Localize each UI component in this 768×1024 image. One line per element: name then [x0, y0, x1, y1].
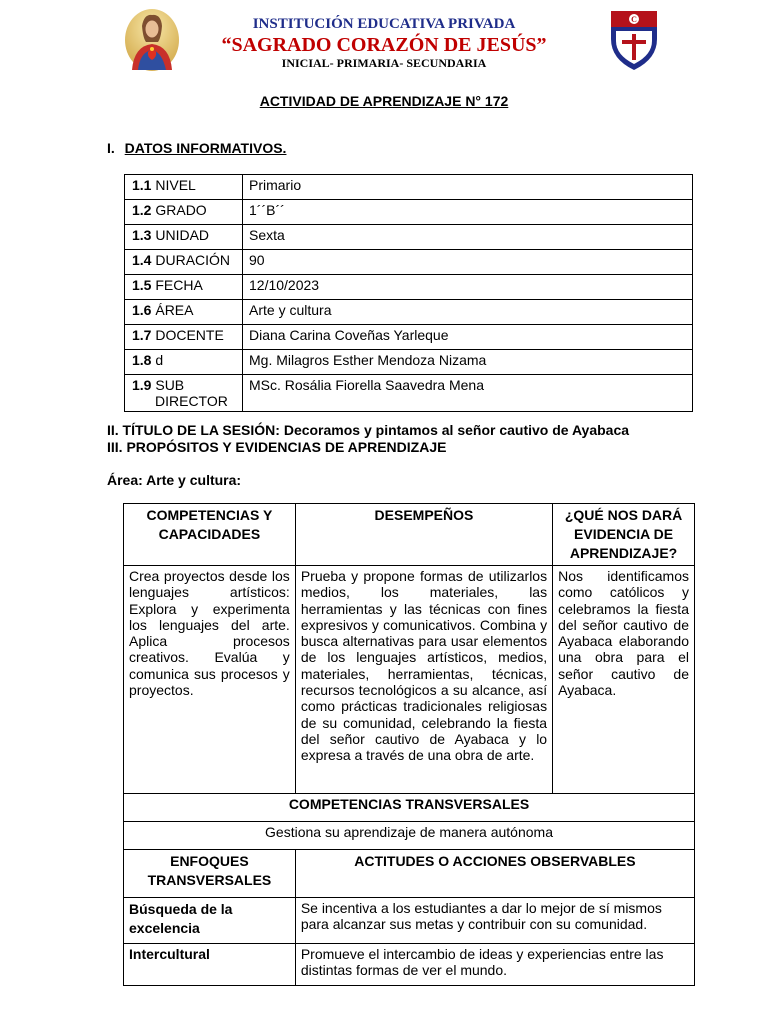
section-1-label: DATOS INFORMATIVOS.: [124, 140, 287, 156]
info-value: 12/10/2023: [243, 275, 693, 300]
info-number: 1.9: [132, 377, 152, 393]
info-value: 1´´B´´: [243, 200, 693, 225]
info-row: [125, 275, 693, 300]
info-key: [125, 225, 243, 250]
info-number: 1.4: [132, 252, 152, 268]
section-1-heading: [107, 140, 286, 156]
info-row: [125, 200, 693, 225]
header-evidencia: ¿QUÉ NOS DARÁ EVIDENCIA DE APRENDIZAJE?: [553, 504, 695, 566]
info-number: 1.2: [132, 202, 152, 218]
info-key-label: ÁREA: [155, 302, 194, 318]
info-value: Sexta: [243, 225, 693, 250]
info-key-label: UNIDAD: [155, 227, 210, 243]
info-row: [125, 250, 693, 275]
enfoque-name: Búsqueda de la excelencia: [124, 898, 296, 944]
crest-letter: C: [631, 15, 637, 24]
info-row: [125, 225, 693, 250]
section-1-number: I.: [107, 140, 115, 156]
enfoque-description: Promueve el intercambio de ideas y experiencias entre las distintas formas de ver el mundo.: [295, 944, 694, 986]
transversales-title: COMPETENCIAS TRANSVERSALES: [124, 794, 695, 822]
info-row: [125, 325, 693, 350]
info-key-label: SUB: [155, 377, 185, 393]
info-key: [125, 300, 243, 325]
school-name: “SAGRADO CORAZÓN DE JESÚS”: [221, 34, 547, 56]
school-type: INSTITUCIÓN EDUCATIVA PRIVADA: [252, 16, 516, 32]
info-value: Arte y cultura: [243, 300, 693, 325]
info-key-label-line2: DIRECTOR: [155, 393, 228, 409]
info-key-label: DOCENTE: [155, 327, 224, 343]
info-row: [125, 175, 693, 200]
info-key: [125, 325, 243, 350]
header-actitudes: ACTITUDES O ACCIONES OBSERVABLES: [295, 850, 694, 898]
info-number: 1.7: [132, 327, 152, 343]
info-number: 1.1: [132, 177, 152, 193]
info-number: 1.3: [132, 227, 152, 243]
info-row: [125, 300, 693, 325]
info-key: [125, 175, 243, 200]
info-row: [125, 375, 693, 412]
info-number: 1.5: [132, 277, 152, 293]
school-levels: INICIAL- PRIMARIA- SECUNDARIA: [281, 56, 487, 70]
info-key: [125, 200, 243, 225]
desempenos-cell: Prueba y propone formas de utilizarlos medios, los materiales, las herramientas y las técnicas con fines expresivos y comunicativos. Combina y busca alternativas para usar elementos de los lenguajes artísticos, medios, materiales, herramientas, técnicas, recursos tecnológicos a su alcance, así como prácticas tradicionales religiosas de su comunidad, celebrando la fiesta del señor cautivo de Ayabaca y lo expresa a través de una obra de arte.: [295, 566, 552, 794]
info-value: 90: [243, 250, 693, 275]
section-2-label: II. TÍTULO DE LA SESIÓN:: [107, 422, 280, 438]
info-key: [125, 375, 243, 412]
info-key-label: GRADO: [155, 202, 207, 218]
info-key-label: FECHA: [155, 277, 203, 293]
session-title: Decoramos y pintamos al señor cautivo de Ayabaca: [279, 422, 630, 438]
activity-title: ACTIVIDAD DE APRENDIZAJE N° 172: [259, 93, 509, 109]
section-3-heading: III. PROPÓSITOS Y EVIDENCIAS DE APRENDIZAJE: [107, 439, 447, 455]
info-row: [125, 350, 693, 375]
enfoque-name: Intercultural: [124, 944, 296, 986]
info-value: Mg. Milagros Esther Mendoza Nizama: [243, 350, 693, 375]
enfoque-description: Se incentiva a los estudiantes a dar lo mejor de sí mismos para alcanzar sus metas y contribuir con su comunidad.: [295, 898, 694, 944]
header-enfoques: ENFOQUES TRANSVERSALES: [124, 850, 296, 898]
info-key: [125, 275, 243, 300]
info-number: 1.8: [132, 352, 152, 368]
info-key: [125, 250, 243, 275]
info-key-label: NIVEL: [155, 177, 196, 193]
info-table: [124, 174, 693, 412]
info-key: [125, 350, 243, 375]
info-key-label: d: [155, 352, 164, 368]
learning-table: [123, 503, 695, 986]
header-competencias: COMPETENCIAS Y CAPACIDADES: [124, 504, 296, 566]
info-value: Primario: [243, 175, 693, 200]
info-value: MSc. Rosália Fiorella Saavedra Mena: [243, 375, 693, 412]
info-number: 1.6: [132, 302, 152, 318]
info-key-label: DURACIÓN: [155, 252, 231, 268]
transversal-competence: Gestiona su aprendizaje de manera autónoma: [124, 822, 695, 850]
competencias-cell: Crea proyectos desde los lenguajes artísticos: Explora y experimenta los lenguajes del arte. Aplica procesos creativos. Evalúa y comunica sus procesos y proyectos.: [124, 566, 296, 794]
evidencia-cell: Nos identificamos como católicos y celebramos la fiesta del señor cautivo de Ayabaca elaborando una obra para el señor cautivo de Ayabaca.: [553, 566, 695, 794]
area-label: Área: Arte y cultura:: [107, 472, 242, 488]
header-desempenos: DESEMPEÑOS: [295, 504, 552, 566]
section-2-heading: [107, 422, 629, 438]
info-value: Diana Carina Coveñas Yarleque: [243, 325, 693, 350]
